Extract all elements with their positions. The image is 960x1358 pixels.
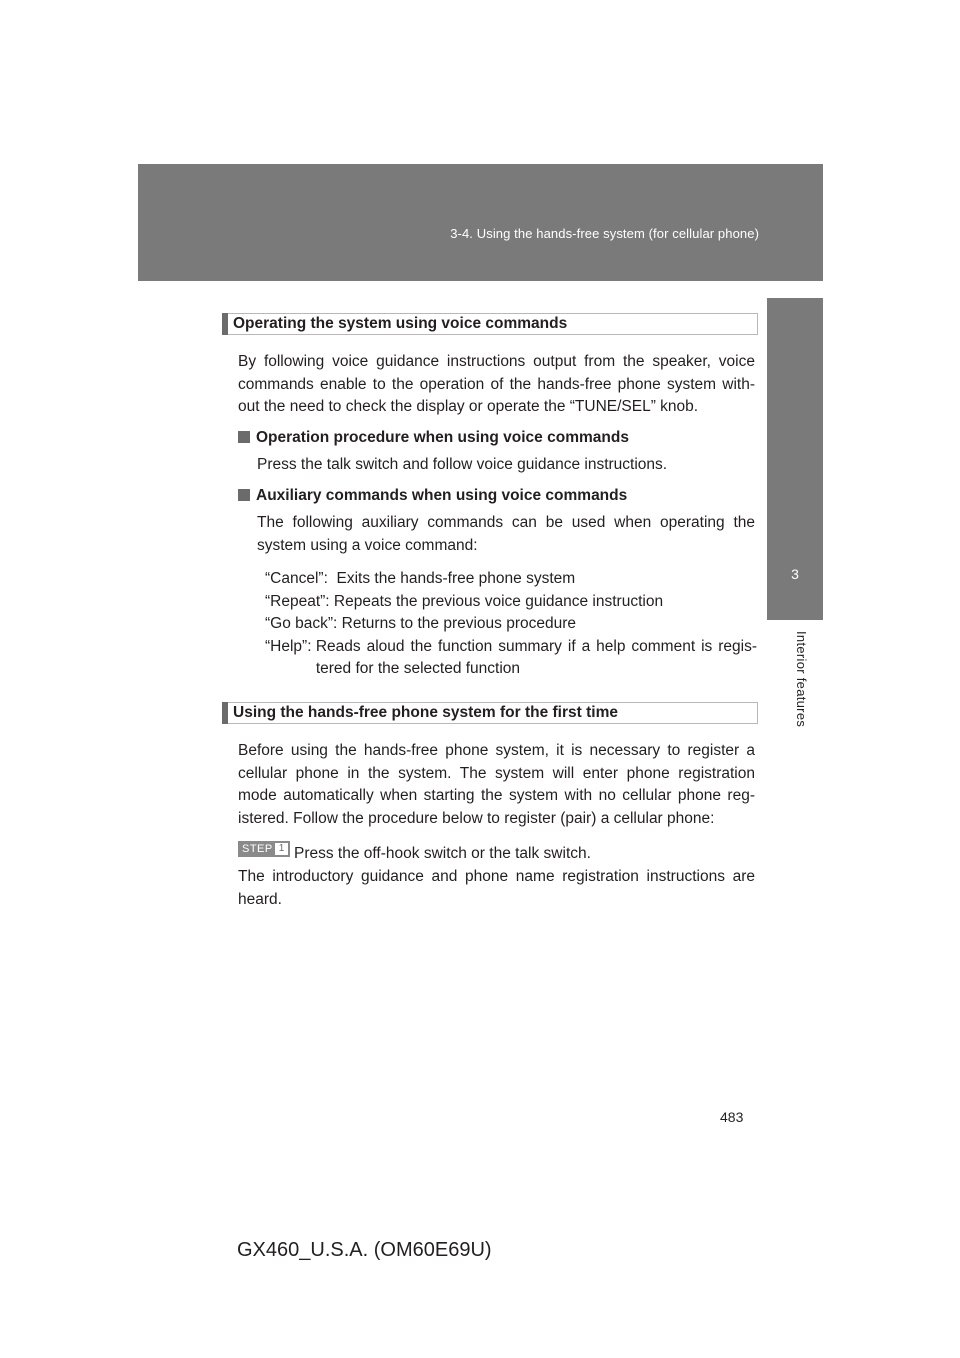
first-time-intro: Before using the hands-free phone system, it is necessary to register a cellular phone in the system. The system will enter phone registration mode automatically when starting the system with no cellular phone reg-istered. Follow the procedure below to register (pair) a cellular phone: [238, 742, 755, 827]
command-description: Returns to the previous procedure [341, 615, 577, 632]
command-term: “Cancel”: [265, 570, 337, 587]
command-row-help [265, 636, 757, 681]
chapter-side-tab [767, 298, 823, 620]
step-badge [238, 841, 290, 857]
step-1 [238, 841, 755, 866]
bullet-square-icon [238, 489, 250, 501]
heading-marker [222, 702, 228, 724]
step-label: STEP [242, 843, 273, 855]
subheading-auxiliary-commands [238, 487, 627, 505]
command-term: “Go back”: [265, 615, 342, 632]
subheading-text: Operation procedure when using voice commands [256, 429, 629, 446]
command-row-repeat [265, 591, 757, 614]
command-row-cancel [265, 568, 757, 591]
command-description: Reads aloud the function summary if a help comment is regis-tered for the selected function [315, 637, 757, 677]
command-term: “Repeat”: [265, 592, 334, 610]
step-number: 1 [275, 843, 288, 855]
bullet-square-icon [238, 431, 250, 443]
chapter-side-label: Interior features [794, 631, 809, 728]
auxiliary-commands-text: The following auxiliary commands can be used when operating the system using a voice command: [257, 514, 755, 554]
command-description: Exits the hands-free phone system [336, 570, 576, 587]
auxiliary-command-list [265, 568, 757, 681]
step-text: Press the off-hook switch or the talk switch. [294, 845, 591, 862]
command-description: Repeats the previous voice guidance instruction [333, 592, 664, 610]
operation-procedure-text: Press the talk switch and follow voice guidance instructions. [257, 456, 668, 473]
command-row-go-back [265, 613, 757, 636]
chapter-section-title: 3-4. Using the hands-free system (for cellular phone) [450, 226, 759, 241]
page-number: 483 [720, 1109, 744, 1125]
heading-marker [222, 313, 228, 335]
subheading-operation-procedure [238, 429, 629, 447]
manual-code-footer: GX460_U.S.A. (OM60E69U) [237, 1239, 492, 1261]
after-step-text: The introductory guidance and phone name registration instructions are heard. [238, 868, 755, 908]
subheading-text: Auxiliary commands when using voice commands [256, 487, 628, 504]
section-heading-voice-commands [222, 313, 758, 335]
voice-commands-intro: By following voice guidance instructions output from the speaker, voice commands enable to the operation of the hands-free phone system with-out the need to check the display or operate the “TUNE/SEL” knob. [238, 353, 755, 415]
chapter-header-bar [138, 164, 823, 281]
section-heading-text: Using the hands-free phone system for the first time [233, 704, 618, 721]
command-term: “Help”: [265, 637, 316, 655]
chapter-number: 3 [791, 566, 799, 582]
section-heading-first-time [222, 702, 758, 724]
section-heading-text: Operating the system using voice commands [233, 315, 568, 332]
